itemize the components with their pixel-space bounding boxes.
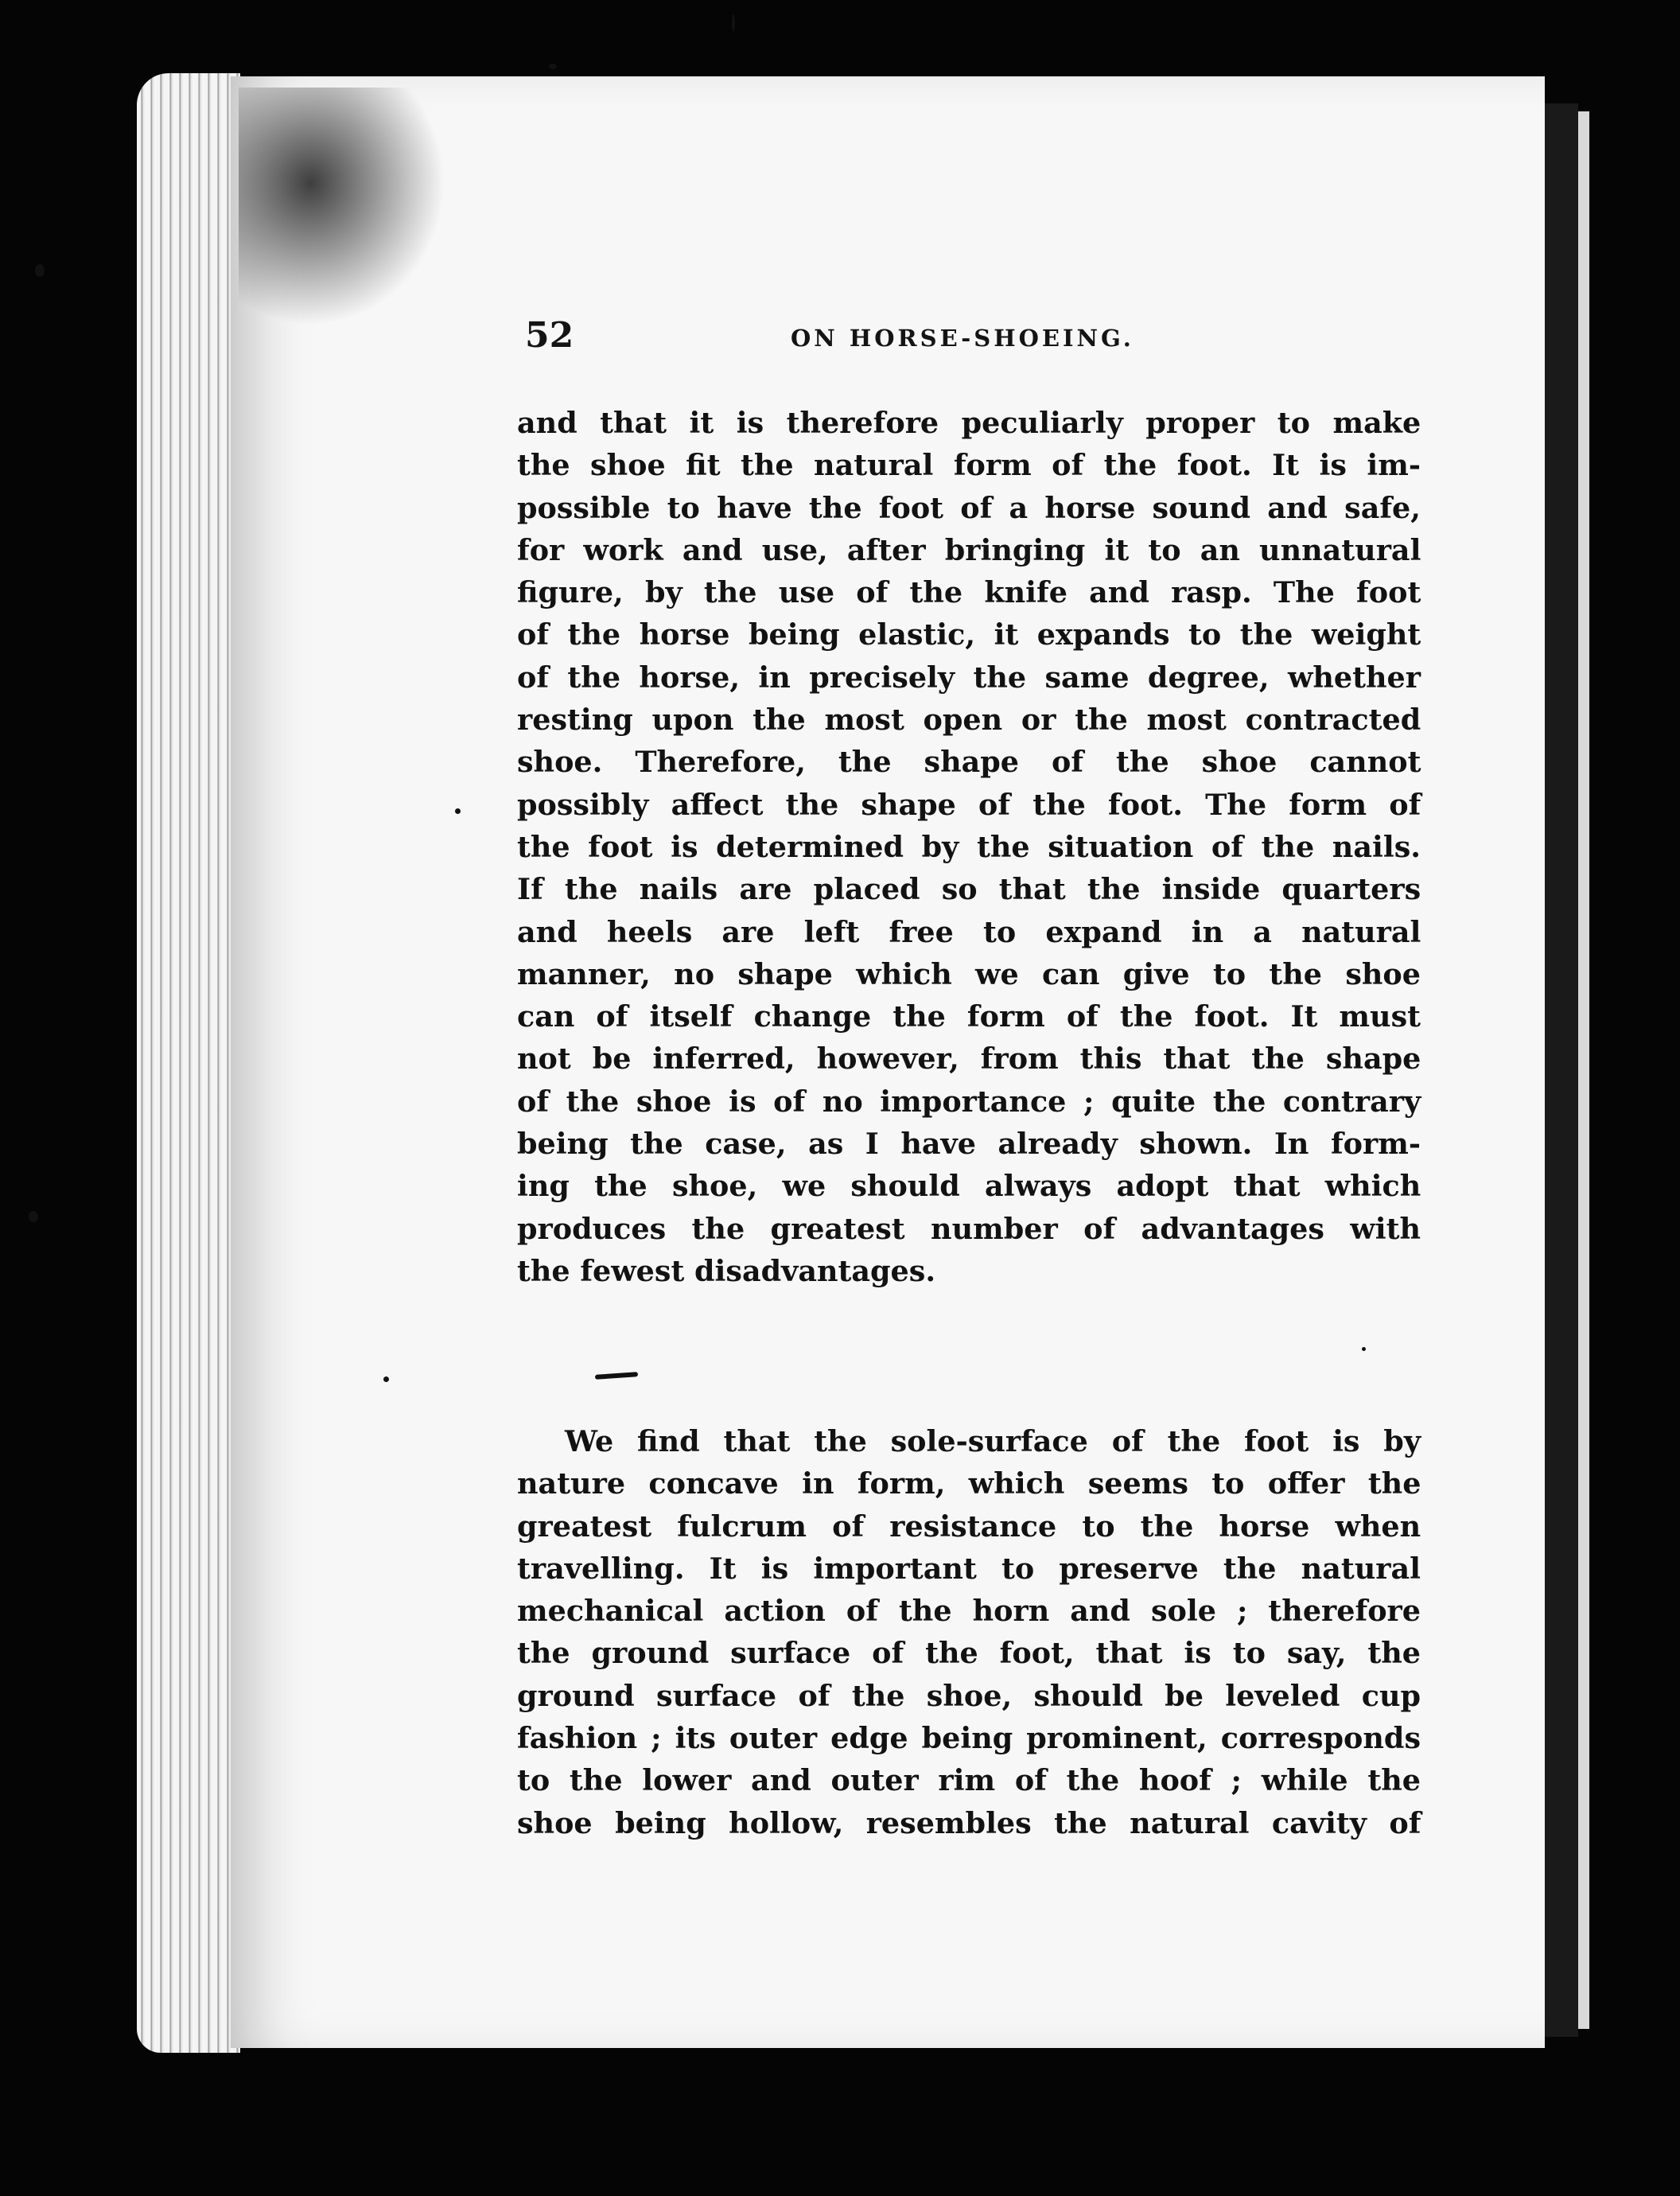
speck bbox=[383, 1376, 389, 1382]
text-line: nature concave in form, which seems to offer the bbox=[517, 1466, 1421, 1501]
text-line: and that it is therefore peculiarly proper to make bbox=[517, 406, 1421, 440]
text-line: the shoe fit the natural form of the foot. It is im- bbox=[517, 448, 1421, 483]
text-line: of the horse, in precisely the same degree, whether bbox=[517, 660, 1421, 695]
speck bbox=[35, 264, 45, 277]
text-line: possibly affect the shape of the foot. The form of bbox=[517, 787, 1421, 822]
text-line: produces the greatest number of advantages with bbox=[517, 1211, 1421, 1246]
text-line: the foot is determined by the situation of the nails. bbox=[517, 829, 1421, 864]
speck bbox=[455, 808, 461, 814]
text-line: manner, no shape which we can give to the shoe bbox=[517, 956, 1421, 991]
running-head: ON HORSE-SHOEING. bbox=[791, 325, 1134, 352]
paragraph-2 bbox=[517, 1420, 1421, 1844]
text-line: and heels are left free to expand in a natural bbox=[517, 914, 1421, 949]
text-line: can of itself change the form of the foot. It must bbox=[517, 999, 1421, 1034]
ink-smudge bbox=[239, 88, 445, 326]
text-line: ground surface of the shoe, should be leveled cup bbox=[517, 1678, 1421, 1713]
speck bbox=[549, 64, 557, 69]
text-line: for work and use, after bringing it to an unnatural bbox=[517, 532, 1421, 567]
text-line: possible to have the foot of a horse sound and safe, bbox=[517, 490, 1421, 525]
text-line: greatest fulcrum of resistance to the horse when bbox=[517, 1509, 1421, 1544]
speck bbox=[1362, 1347, 1366, 1351]
text-line: shoe being hollow, resembles the natural cavity of bbox=[517, 1805, 1421, 1840]
text-line: mechanical action of the horn and sole ; therefore bbox=[517, 1594, 1421, 1629]
opposite-page-edge bbox=[1578, 111, 1589, 2029]
page-number: 52 bbox=[525, 315, 574, 356]
text-line: fashion ; its outer edge being prominent, corresponds bbox=[517, 1721, 1421, 1756]
text-line: shoe. Therefore, the shape of the shoe cannot bbox=[517, 745, 1421, 780]
book-page-edges bbox=[137, 73, 240, 2053]
text-line: the fewest disadvantages. bbox=[517, 1253, 936, 1288]
text-line: of the shoe is of no importance ; quite the contrary bbox=[517, 1084, 1421, 1119]
text-line: to the lower and outer rim of the hoof ; while the bbox=[517, 1763, 1421, 1798]
book-gutter bbox=[1545, 103, 1578, 2037]
text-line: figure, by the use of the knife and rasp. The foot bbox=[517, 575, 1421, 610]
text-line: of the horse being elastic, it expands to the weight bbox=[517, 617, 1421, 652]
page-header bbox=[525, 315, 1432, 363]
text-line: We find that the sole-surface of the foot is by bbox=[565, 1424, 1421, 1458]
text-line: being the case, as I have already shown. In form- bbox=[517, 1127, 1421, 1162]
text-line: resting upon the most open or the most contracted bbox=[517, 703, 1421, 738]
paragraph-1 bbox=[517, 402, 1421, 1292]
text-line: ing the shoe, we should always adopt that which bbox=[517, 1169, 1421, 1204]
text-line: the ground surface of the foot, that is to say, the bbox=[517, 1636, 1421, 1671]
speck bbox=[732, 14, 735, 32]
speck bbox=[29, 1211, 38, 1222]
text-line: not be inferred, however, from this that the shape bbox=[517, 1042, 1421, 1077]
text-line: If the nails are placed so that the inside quarters bbox=[517, 872, 1421, 907]
text-line: travelling. It is important to preserve the natural bbox=[517, 1551, 1421, 1586]
